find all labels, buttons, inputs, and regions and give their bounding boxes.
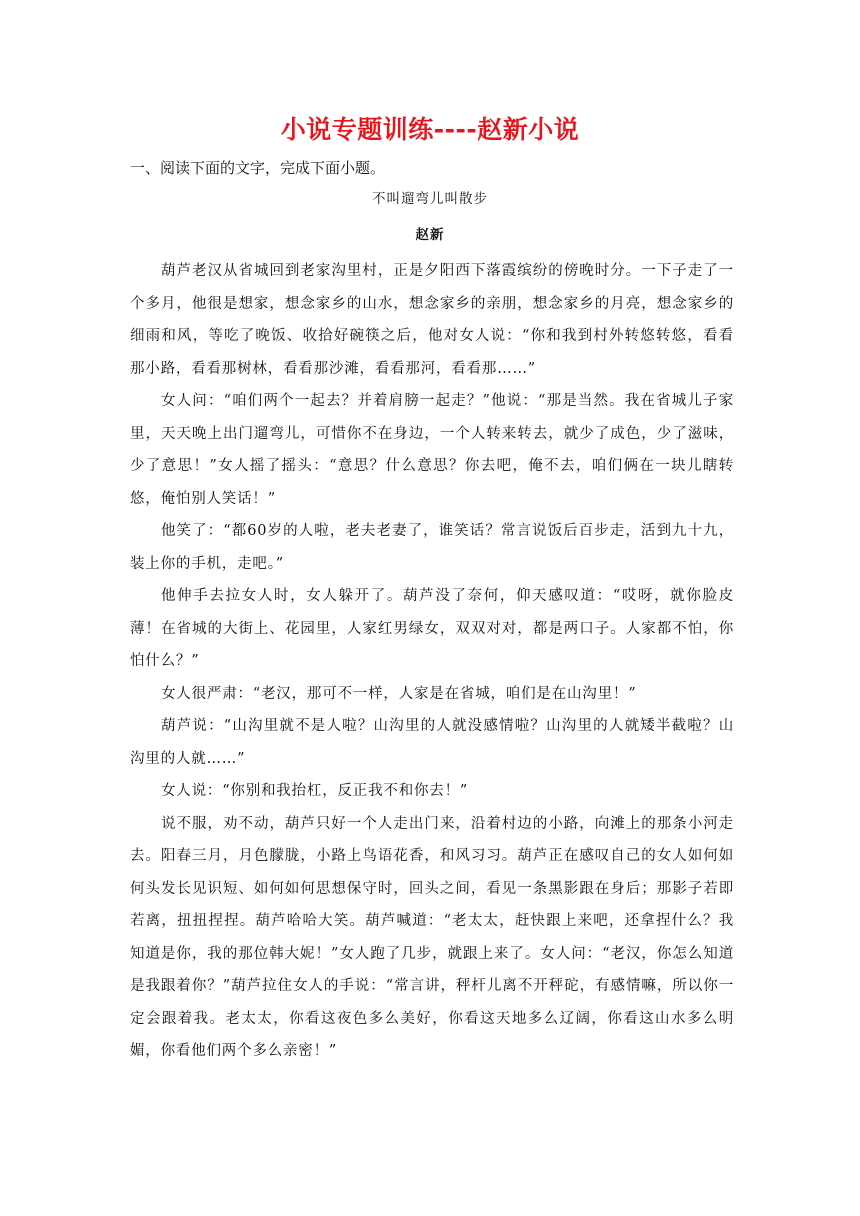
- story-paragraph: 女人问：“咱们两个一起去？并着肩膀一起走？”他说：“那是当然。我在省城儿子家里，天天晚上出门遛弯儿，可惜你不在身边，一个人转来转去，就少了成色，少了滋味，少了意思！”女人摇了摇头：“意思？什么意思？你去吧，俺不去，咱们俩在一块儿瞎转悠，俺怕别人笑话！”: [130, 393, 734, 507]
- story-title: 不叫遛弯儿叫散步: [372, 191, 488, 207]
- question-instruction: 一、阅读下面的文字，完成下面小题。: [130, 159, 386, 177]
- story-paragraph: 他伸手去拉女人时，女人躲开了。葫芦没了奈何，仰天感叹道：“哎呀，就你脸皮薄！在省城的大街上、花园里，人家红男绿女，双双对对，都是两口子。人家都不怕，你怕什么？”: [130, 588, 734, 669]
- story-paragraph: 女人说：“你别和我抬杠，反正我不和你去！”: [161, 783, 469, 799]
- story-paragraph: 女人很严肃：“老汉，那可不一样，人家是在省城，咱们是在山沟里！”: [161, 685, 637, 702]
- story-paragraph: 葫芦老汉从省城回到老家沟里村，正是夕阳西下落霞缤纷的傍晚时分。一下子走了一个多月，他很是想家，想念家乡的山水，想念家乡的亲朋，想念家乡的月亮，想念家乡的细雨和风，等吃了晚饭、收拾好碗筷之后，他对女人说：“你和我到村外转悠转悠，看看那小路，看看那树林，看看那沙滩，看看那河，看看那……”: [130, 263, 734, 377]
- story-body: [130, 255, 734, 1068]
- document-title: 小说专题训练----赵新小说: [280, 115, 580, 144]
- story-paragraph: 说不服，劝不动，葫芦只好一个人走出门来，沿着村边的小路，向滩上的那条小河走去。阳春三月，月色朦胧，小路上鸟语花香，和风习习。葫芦正在感叹自己的女人如何如何头发长见识短、如何如何思想保守时，回头之间，看见一条黑影跟在身后；那影子若即若离，扭扭捏捏。葫芦哈哈大笑。葫芦喊道：“老太太，赶快跟上来吧，还拿捏什么？我知道是你，我的那位韩大妮！”女人跑了几步，就跟上来了。女人问：“老汉，你怎么知道是我跟着你？”葫芦拉住女人的手说：“常言讲，秤杆儿离不开秤砣，有感情嘛，所以你一定会跟着我。老太太，你看这夜色多么美好，你看这天地多么辽阔，你看这山水多么明媚，你看他们两个多么亲密！”: [130, 815, 734, 1059]
- story-author: 赵新: [415, 227, 445, 243]
- story-paragraph: 他笑了：“都60岁的人啦，老夫老妻了，谁笑话？常言说饭后百步走，活到九十九，装上你的手机，走吧。”: [130, 523, 734, 572]
- story-paragraph: 葫芦说：“山沟里就不是人啦？山沟里的人就没感情啦？山沟里的人就矮半截啦？山沟里的人就……”: [130, 718, 734, 767]
